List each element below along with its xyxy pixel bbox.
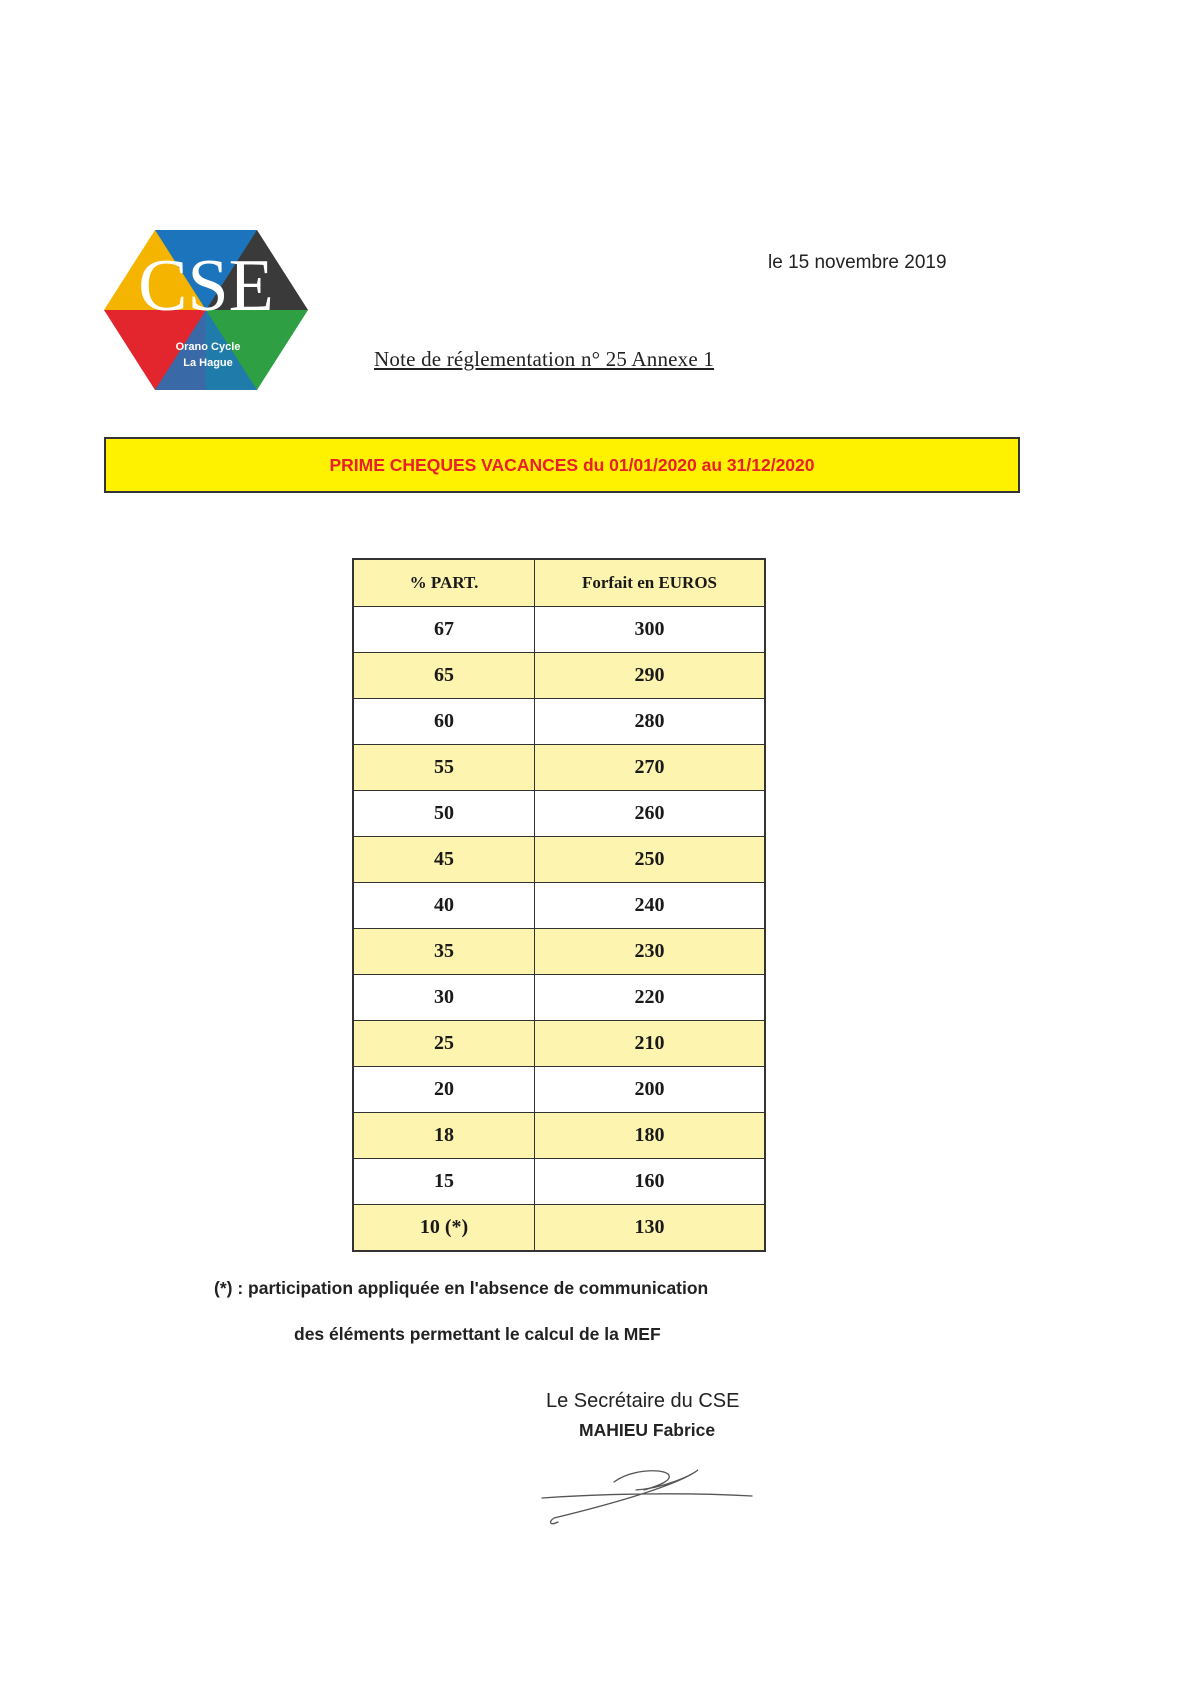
prime-table [352, 558, 766, 1252]
table-row [353, 929, 765, 975]
header-forfait: Forfait en EUROS [535, 559, 766, 607]
part-cell: 55 [353, 745, 535, 791]
footnote-line-2: des éléments permettant le calcul de la MEF [294, 1324, 661, 1344]
forfait-cell: 180 [535, 1113, 766, 1159]
table-row [353, 1159, 765, 1205]
handwritten-signature [540, 1460, 760, 1530]
table-row [353, 975, 765, 1021]
table-row [353, 653, 765, 699]
table-row [353, 1021, 765, 1067]
part-cell: 65 [353, 653, 535, 699]
table-row [353, 699, 765, 745]
part-cell: 50 [353, 791, 535, 837]
part-cell: 60 [353, 699, 535, 745]
forfait-cell: 250 [535, 837, 766, 883]
forfait-cell: 230 [535, 929, 766, 975]
forfait-cell: 290 [535, 653, 766, 699]
forfait-cell: 300 [535, 607, 766, 653]
logo-subtitle-1: Orano Cycle [175, 341, 241, 353]
cse-logo [104, 228, 308, 392]
part-cell: 18 [353, 1113, 535, 1159]
table-row [353, 837, 765, 883]
table-row [353, 745, 765, 791]
forfait-cell: 270 [535, 745, 766, 791]
part-cell: 45 [353, 837, 535, 883]
logo-subtitle-2: La Hague [183, 357, 233, 369]
part-cell: 35 [353, 929, 535, 975]
forfait-cell: 160 [535, 1159, 766, 1205]
part-cell: 20 [353, 1067, 535, 1113]
table-row [353, 607, 765, 653]
part-cell: 30 [353, 975, 535, 1021]
part-cell: 67 [353, 607, 535, 653]
forfait-cell: 260 [535, 791, 766, 837]
table-row [353, 791, 765, 837]
table-row [353, 1205, 765, 1252]
part-cell: 10 (*) [353, 1205, 535, 1252]
table-row [353, 1113, 765, 1159]
forfait-cell: 220 [535, 975, 766, 1021]
table-header-row [353, 559, 765, 607]
part-cell: 40 [353, 883, 535, 929]
signatory-title: Le Secrétaire du CSE [546, 1390, 740, 1412]
forfait-cell: 210 [535, 1021, 766, 1067]
part-cell: 25 [353, 1021, 535, 1067]
banner-title: PRIME CHEQUES VACANCES du 01/01/2020 au 31/12/2020 [329, 454, 815, 475]
document-date: le 15 novembre 2019 [768, 252, 947, 273]
table-row [353, 883, 765, 929]
note-title: Note de réglementation n° 25 Annexe 1 [374, 347, 715, 371]
forfait-cell: 280 [535, 699, 766, 745]
forfait-cell: 130 [535, 1205, 766, 1252]
forfait-cell: 200 [535, 1067, 766, 1113]
logo-text: CSE [138, 245, 274, 327]
forfait-cell: 240 [535, 883, 766, 929]
prime-banner [104, 437, 1020, 493]
table-row [353, 1067, 765, 1113]
footnote-line-1: (*) : participation appliquée en l'absence de communication [214, 1278, 709, 1298]
part-cell: 15 [353, 1159, 535, 1205]
signatory-name: MAHIEU Fabrice [579, 1420, 716, 1440]
header-part: % PART. [353, 559, 535, 607]
